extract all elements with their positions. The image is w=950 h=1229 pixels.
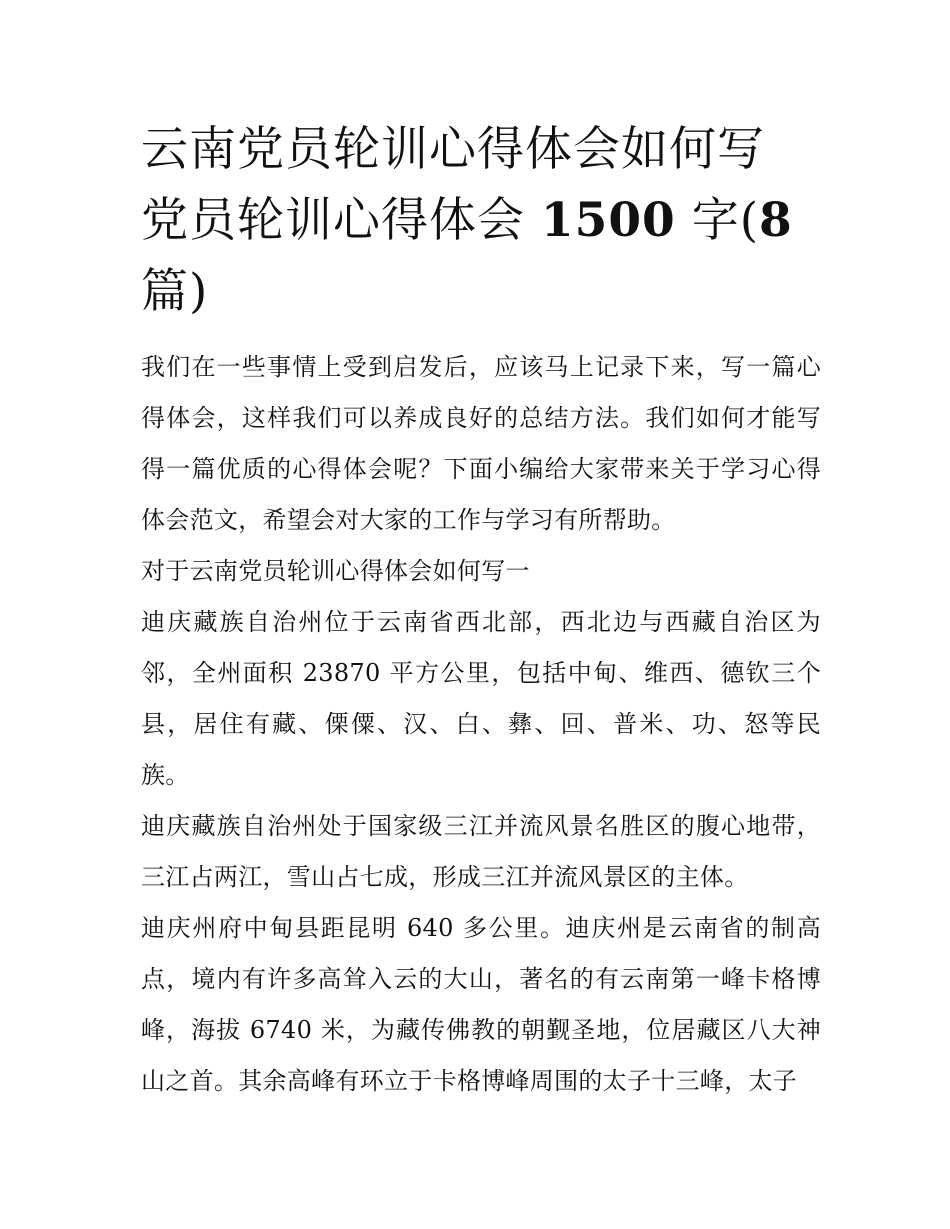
document-title [141, 114, 821, 327]
body-paragraph: 迪庆州府中甸县距昆明 640 多公里。迪庆州是云南省的制高点，境内有许多高耸入云的大山，著名的有云南第一峰卡格博峰，海拔 6740 米，为藏传佛教的朝觐圣地，位居藏区八大神山之首。其余高峰有环立于卡格博峰周围的太子十三峰，太子 [141, 914, 821, 1095]
body-paragraph: 迪庆藏族自治州位于云南省西北部，西北边与西藏自治区为邻，全州面积 23870 平方公里，包括中甸、维西、德钦三个县，居住有藏、傈僳、汉、白、彝、回、普米、功、怒等民族。 [141, 608, 821, 789]
title-article-count: 8 [759, 193, 793, 248]
body-paragraph: 迪庆藏族自治州处于国家级三江并流风景名胜区的腹心地带，三江占两江，雪山占七成，形成三江并流风景区的主体。 [141, 812, 821, 891]
title-word-count: 1500 [540, 193, 676, 248]
section-heading: 对于云南党员轮训心得体会如何写一 [141, 557, 530, 585]
title-line-3: 篇) [141, 264, 209, 319]
title-line-1: 云南党员轮训心得体会如何写 [141, 122, 765, 177]
title-line-2-prefix: 党员轮训心得体会 [141, 193, 541, 248]
title-line-2-mid: 字( [675, 193, 760, 248]
document-body [141, 342, 821, 1107]
intro-paragraph: 我们在一些事情上受到启发后，应该马上记录下来，写一篇心得体会，这样我们可以养成良好的总结方法。我们如何才能写得一篇优质的心得体会呢？下面小编给大家带来关于学习心得体会范文，希望会对大家的工作与学习有所帮助。 [141, 353, 821, 534]
document-page [141, 114, 821, 1107]
